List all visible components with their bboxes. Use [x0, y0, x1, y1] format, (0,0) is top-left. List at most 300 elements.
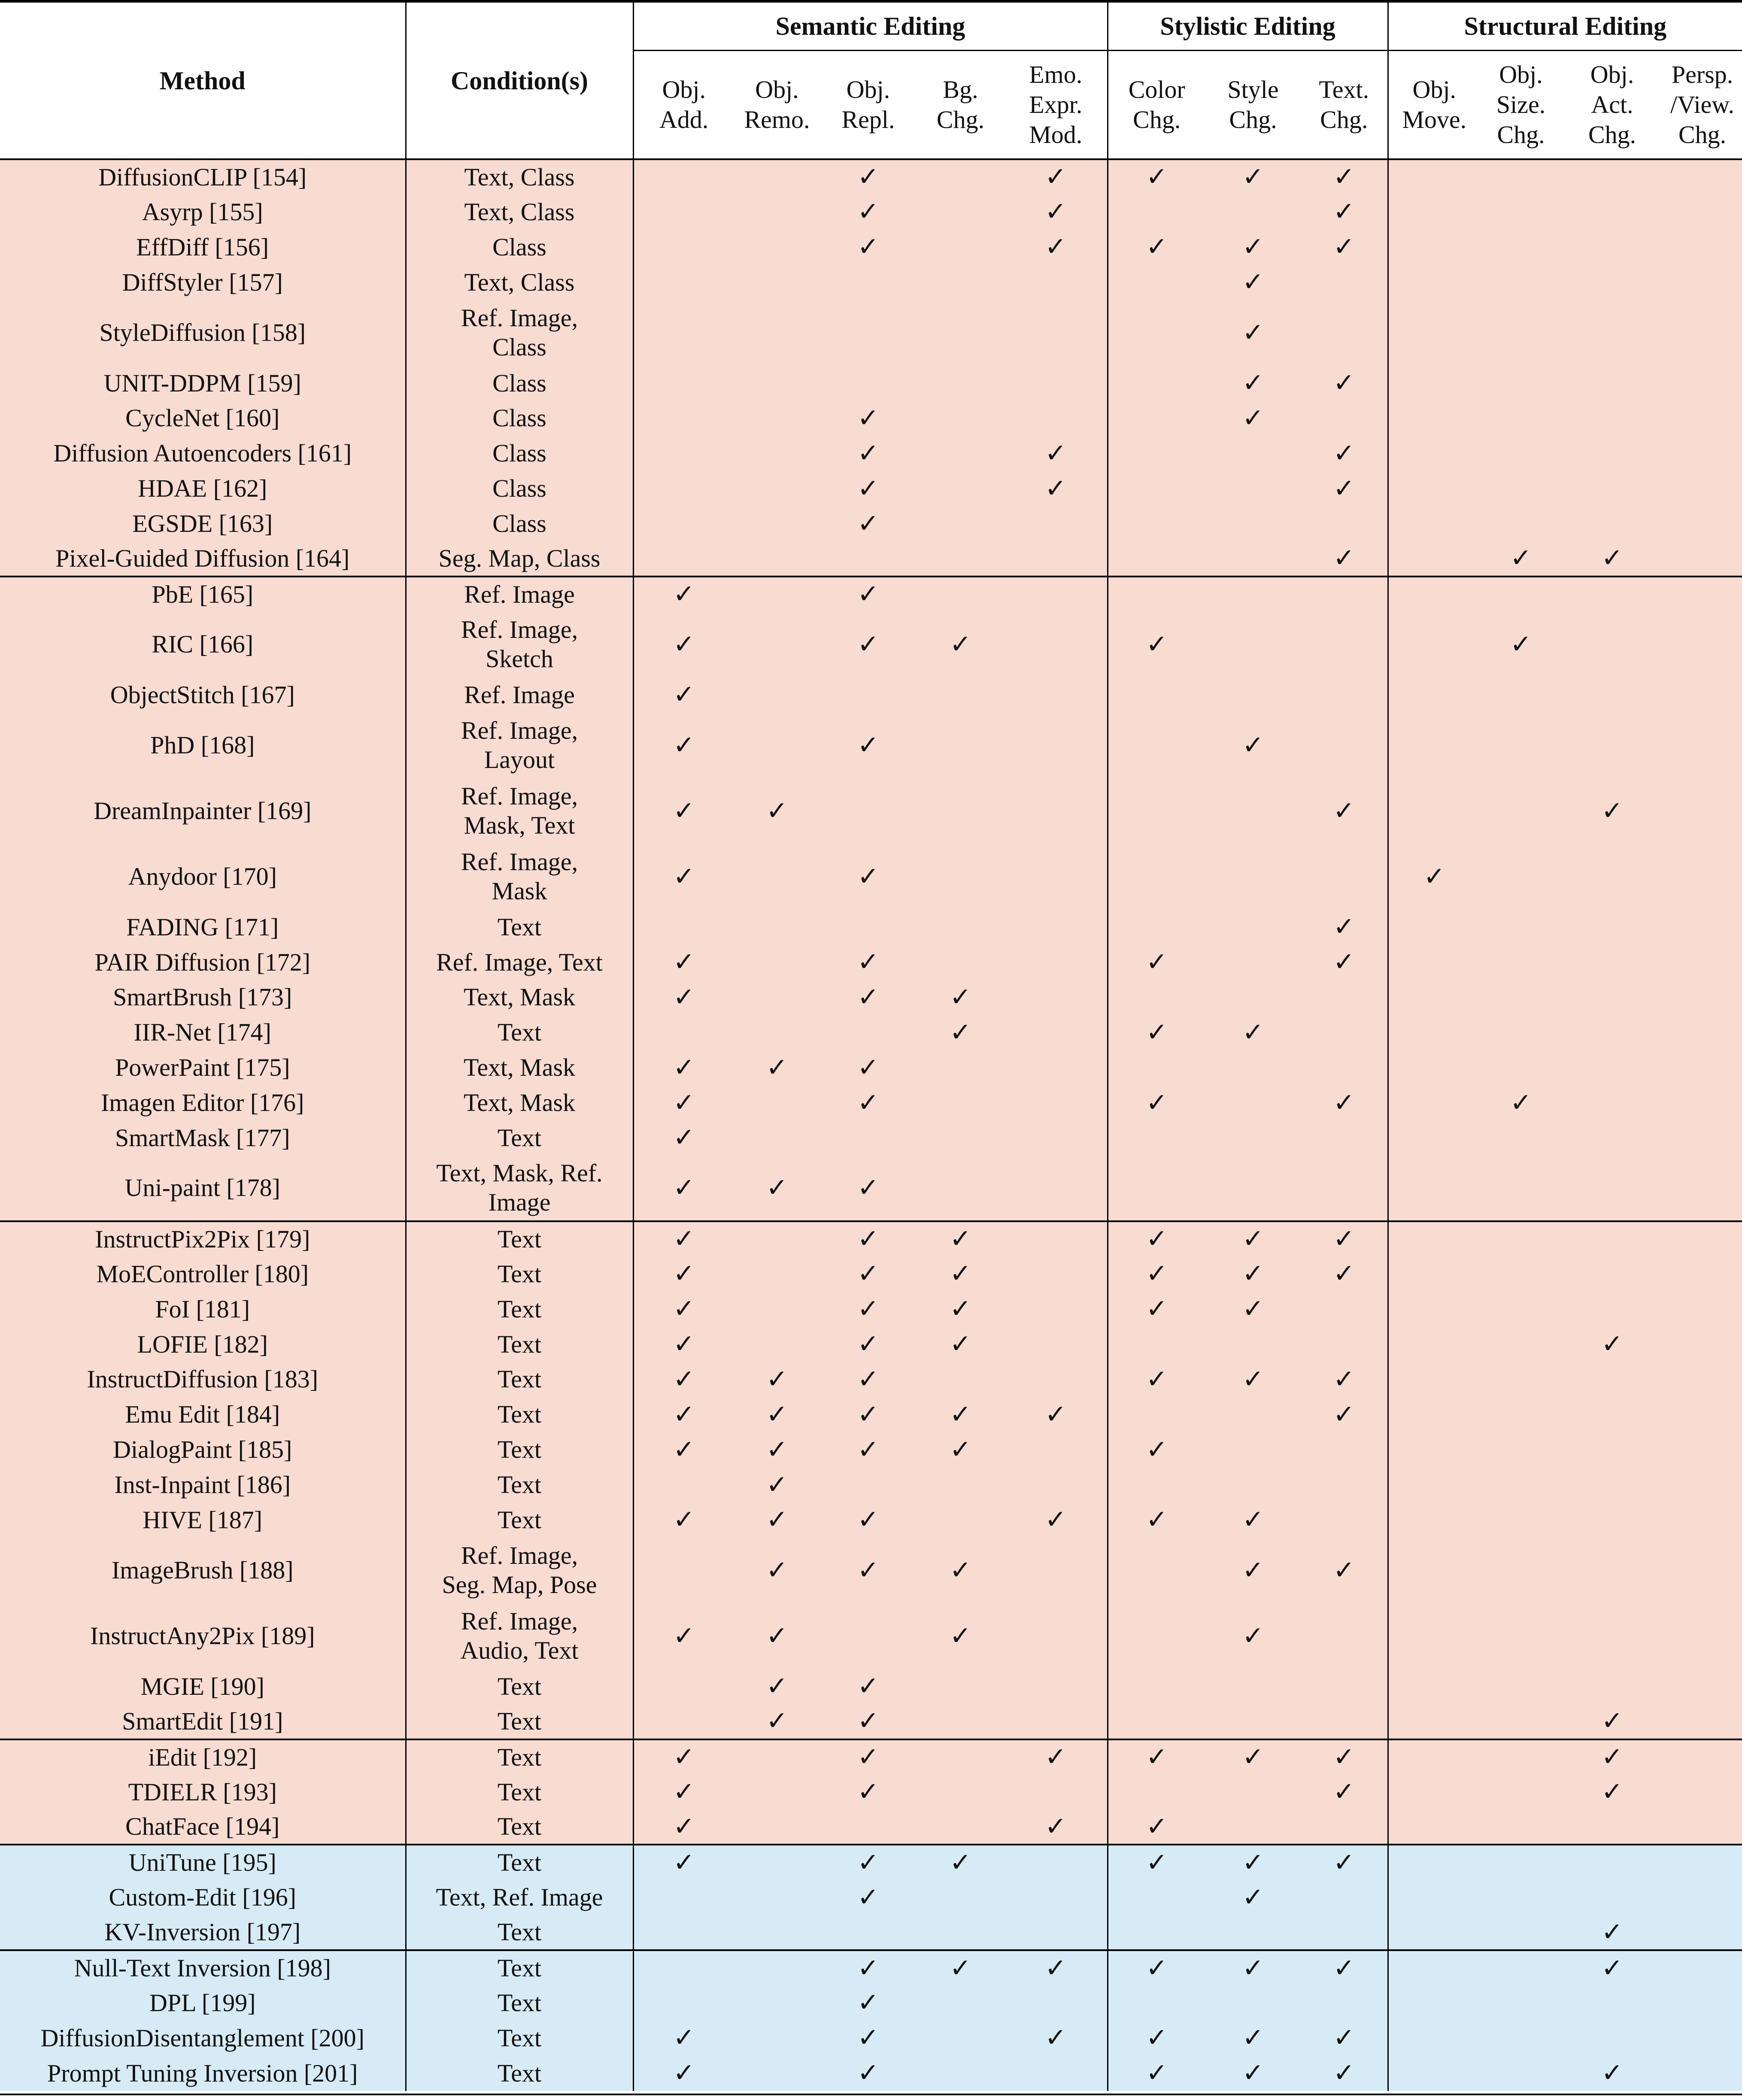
check-cell [1388, 230, 1480, 265]
checkmark-icon: ✓ [1146, 1017, 1168, 1047]
checkmark-icon: ✓ [857, 1706, 879, 1736]
condition-cell [406, 1669, 633, 1704]
checkmark-icon: ✓ [1333, 2023, 1355, 2053]
check-cell [1388, 844, 1480, 910]
check-cell [1663, 541, 1742, 577]
checkmark-icon: ✓ [1146, 2023, 1168, 2053]
condition-cell [406, 1950, 633, 1985]
method-cell: Emu Edit [184] [0, 1397, 406, 1432]
condition-cell [406, 1915, 633, 1950]
check-cell [1005, 1085, 1108, 1120]
check-cell [734, 159, 820, 194]
header-column-line: Persp. [1671, 61, 1733, 88]
check-cell [917, 980, 1005, 1015]
check-cell [1562, 1397, 1663, 1432]
check-cell [1005, 1362, 1108, 1397]
check-cell [1480, 1397, 1562, 1432]
checkmark-icon: ✓ [1601, 1742, 1623, 1772]
table-row [0, 1397, 1742, 1432]
check-cell [820, 1221, 917, 1256]
checkmark-icon: ✓ [1510, 1087, 1532, 1118]
checkmark-icon: ✓ [857, 1777, 879, 1807]
check-cell [1388, 2021, 1480, 2056]
checkmark-icon: ✓ [1242, 317, 1264, 348]
checkmark-icon: ✓ [857, 629, 879, 659]
method-cell: ImageBrush [188] [0, 1538, 406, 1603]
check-cell [1562, 778, 1663, 844]
method-cell: Prompt Tuning Inversion [201] [0, 2056, 406, 2091]
checkmark-icon: ✓ [857, 2058, 879, 2088]
check-cell [734, 1292, 820, 1327]
checkmark-icon: ✓ [673, 982, 695, 1012]
check-cell [1205, 1669, 1301, 1704]
check-cell [1663, 1256, 1742, 1292]
check-cell [820, 1467, 917, 1502]
condition-line: Text, Class [464, 268, 575, 296]
check-cell [1388, 471, 1480, 506]
check-cell [1005, 541, 1108, 577]
checkmark-icon: ✓ [857, 1555, 879, 1585]
table-row [0, 159, 1742, 194]
method-cell: UNIT-DDPM [159] [0, 366, 406, 401]
check-cell [820, 2056, 917, 2091]
check-cell [820, 1810, 917, 1845]
check-cell [734, 1739, 820, 1775]
condition-line: Seg. Map, Pose [442, 1571, 597, 1599]
check-cell [1388, 945, 1480, 980]
check-cell [1480, 1362, 1562, 1397]
check-cell [633, 1845, 734, 1880]
check-cell [1205, 778, 1301, 844]
table-row [0, 713, 1742, 778]
check-cell [1480, 1156, 1562, 1221]
method-cell: Asyrp [155] [0, 194, 406, 230]
table-row [0, 300, 1742, 366]
condition-cell [406, 1845, 633, 1880]
condition-line: Ref. Image [464, 580, 575, 608]
check-cell [1005, 778, 1108, 844]
check-cell [633, 1669, 734, 1704]
condition-cell [406, 713, 633, 778]
check-cell [1301, 1327, 1388, 1362]
check-cell [820, 436, 917, 471]
checkmark-icon: ✓ [1242, 1294, 1264, 1324]
checkmark-icon: ✓ [857, 1988, 879, 2018]
checkmark-icon: ✓ [673, 730, 695, 760]
check-cell [1480, 1221, 1562, 1256]
check-cell [1205, 2056, 1301, 2091]
check-cell [633, 1704, 734, 1739]
method-cell: FoI [181] [0, 1292, 406, 1327]
condition-cell [406, 541, 633, 577]
check-cell [633, 844, 734, 910]
method-cell: MGIE [190] [0, 1669, 406, 1704]
check-cell [1005, 612, 1108, 677]
condition-line: Ref. Image, [461, 848, 578, 876]
bottom-rule [0, 2094, 1742, 2095]
condition-cell [406, 1256, 633, 1292]
header-column-line: Text. [1319, 76, 1369, 103]
check-cell [1562, 471, 1663, 506]
check-cell [820, 2021, 917, 2056]
check-cell [1562, 265, 1663, 300]
check-cell [1108, 230, 1205, 265]
check-cell [1108, 1050, 1205, 1085]
check-cell [1301, 366, 1388, 401]
check-cell [1663, 844, 1742, 910]
check-cell [633, 230, 734, 265]
method-cell: StyleDiffusion [158] [0, 300, 406, 366]
check-cell [1205, 1050, 1301, 1085]
table-row [0, 471, 1742, 506]
check-cell [1205, 366, 1301, 401]
checkmark-icon: ✓ [857, 861, 879, 892]
check-cell [1205, 265, 1301, 300]
check-cell [1205, 1292, 1301, 1327]
checkmark-icon: ✓ [1045, 162, 1067, 192]
check-cell [633, 265, 734, 300]
checkmark-icon: ✓ [1146, 1742, 1168, 1772]
check-cell [1205, 471, 1301, 506]
check-cell [1301, 1985, 1388, 2021]
check-cell [633, 1538, 734, 1603]
check-cell [1562, 1432, 1663, 1467]
check-cell [1005, 1050, 1108, 1085]
table-row [0, 401, 1742, 436]
condition-line: Text [497, 1400, 542, 1429]
checkmark-icon: ✓ [1242, 1017, 1264, 1047]
check-cell [1301, 1292, 1388, 1327]
table-row [0, 230, 1742, 265]
header-column-line: Repl. [841, 106, 895, 134]
condition-line: Text [497, 913, 542, 941]
condition-cell [406, 778, 633, 844]
checkmark-icon: ✓ [1242, 2058, 1264, 2088]
method-cell: Imagen Editor [176] [0, 1085, 406, 1120]
check-cell [633, 1467, 734, 1502]
checkmark-icon: ✓ [857, 1364, 879, 1394]
check-cell [1108, 1432, 1205, 1467]
condition-line: Image [488, 1188, 551, 1217]
check-cell [917, 1120, 1005, 1156]
check-cell [820, 1015, 917, 1050]
method-cell: RIC [166] [0, 612, 406, 677]
check-cell [1301, 713, 1388, 778]
check-cell [1388, 1985, 1480, 2021]
check-cell [1388, 506, 1480, 541]
condition-cell [406, 1704, 633, 1739]
check-cell [633, 1120, 734, 1156]
check-cell [1388, 1810, 1480, 1845]
check-cell [1301, 1502, 1388, 1538]
check-cell [1205, 1880, 1301, 1915]
check-cell [1005, 230, 1108, 265]
method-cell: HDAE [162] [0, 471, 406, 506]
condition-cell [406, 677, 633, 713]
check-cell [1562, 300, 1663, 366]
check-cell [1005, 265, 1108, 300]
table-row [0, 980, 1742, 1015]
method-cell: DPL [199] [0, 1985, 406, 2021]
check-cell [1301, 471, 1388, 506]
header-column [1562, 51, 1663, 160]
check-cell [633, 1502, 734, 1538]
check-cell [1562, 1292, 1663, 1327]
check-cell [633, 436, 734, 471]
check-cell [1663, 945, 1742, 980]
header-column-line: Chg. [1588, 121, 1636, 149]
check-cell [633, 1775, 734, 1810]
check-cell [1005, 1538, 1108, 1603]
condition-cell [406, 1327, 633, 1362]
check-cell [734, 2056, 820, 2091]
check-cell [1205, 230, 1301, 265]
checkmark-icon: ✓ [950, 1434, 971, 1465]
condition-line: Text, Mask [463, 1089, 576, 1117]
checkmark-icon: ✓ [673, 680, 695, 710]
checkmark-icon: ✓ [1333, 232, 1355, 262]
check-cell [1301, 1704, 1388, 1739]
check-cell [1205, 844, 1301, 910]
check-cell [734, 1845, 820, 1880]
check-cell [1480, 980, 1562, 1015]
checkmark-icon: ✓ [1045, 438, 1067, 468]
check-cell [633, 910, 734, 945]
check-cell [1005, 980, 1108, 1015]
checkmark-icon: ✓ [950, 1329, 971, 1360]
check-cell [1388, 1704, 1480, 1739]
check-cell [917, 1327, 1005, 1362]
check-cell [820, 1880, 917, 1915]
check-cell [1663, 1362, 1742, 1397]
check-cell [1480, 1502, 1562, 1538]
check-cell [820, 471, 917, 506]
check-cell [1005, 1292, 1108, 1327]
checkmark-icon: ✓ [1242, 162, 1264, 192]
check-cell [917, 1739, 1005, 1775]
header-method: Method [0, 1, 406, 159]
check-cell [1108, 577, 1205, 612]
condition-cell [406, 1120, 633, 1156]
checkmark-icon: ✓ [1146, 1224, 1168, 1254]
check-cell [1480, 713, 1562, 778]
check-cell [1562, 1221, 1663, 1256]
checkmark-icon: ✓ [857, 508, 879, 539]
check-cell [1108, 1256, 1205, 1292]
check-cell [1301, 1739, 1388, 1775]
check-cell [1663, 300, 1742, 366]
check-cell [1562, 541, 1663, 577]
check-cell [734, 1538, 820, 1603]
method-cell: Inst-Inpaint [186] [0, 1467, 406, 1502]
check-cell [1480, 1050, 1562, 1085]
check-cell [1562, 230, 1663, 265]
check-cell [1005, 1669, 1108, 1704]
checkmark-icon: ✓ [1242, 1259, 1264, 1289]
table-row [0, 1704, 1742, 1739]
check-cell [1108, 1327, 1205, 1362]
check-cell [1388, 159, 1480, 194]
header-column [1388, 51, 1480, 160]
check-cell [1663, 910, 1742, 945]
condition-line: Ref. Image, Text [436, 948, 603, 976]
check-cell [820, 1327, 917, 1362]
check-cell [734, 230, 820, 265]
check-cell [1663, 1397, 1742, 1432]
check-cell [820, 1915, 917, 1950]
check-cell [1108, 1120, 1205, 1156]
check-cell [734, 1327, 820, 1362]
checkmark-icon: ✓ [673, 1811, 695, 1842]
check-cell [1005, 2056, 1108, 2091]
check-cell [1301, 194, 1388, 230]
check-cell [917, 300, 1005, 366]
checkmark-icon: ✓ [1146, 1259, 1168, 1289]
check-cell [1205, 1362, 1301, 1397]
check-cell [1562, 401, 1663, 436]
checkmark-icon: ✓ [950, 1399, 971, 1429]
check-cell [1388, 265, 1480, 300]
checkmark-icon: ✓ [1333, 1087, 1355, 1118]
check-cell [1663, 1432, 1742, 1467]
checkmark-icon: ✓ [766, 1706, 788, 1736]
check-cell [1562, 506, 1663, 541]
checkmark-icon: ✓ [673, 1399, 695, 1429]
check-cell [917, 1810, 1005, 1845]
check-cell [1301, 612, 1388, 677]
check-cell [734, 1880, 820, 1915]
condition-cell [406, 506, 633, 541]
check-cell [1005, 1845, 1108, 1880]
check-cell [1388, 980, 1480, 1015]
check-cell [1480, 1292, 1562, 1327]
checkmark-icon: ✓ [673, 1087, 695, 1118]
check-cell [1562, 1775, 1663, 1810]
check-cell [1205, 1538, 1301, 1603]
check-cell [1663, 677, 1742, 713]
check-cell [1205, 194, 1301, 230]
check-cell [1005, 300, 1108, 366]
condition-line: Text [497, 1365, 542, 1393]
check-cell [1005, 945, 1108, 980]
condition-line: Ref. Image, [461, 1607, 578, 1636]
check-cell [734, 1156, 820, 1221]
check-cell [1562, 612, 1663, 677]
check-cell [1663, 1775, 1742, 1810]
check-cell [917, 1156, 1005, 1221]
checkmark-icon: ✓ [1146, 1847, 1168, 1878]
table-row [0, 1985, 1742, 2021]
check-cell [1205, 1915, 1301, 1950]
check-cell [633, 1156, 734, 1221]
check-cell [1562, 844, 1663, 910]
check-cell [633, 1397, 734, 1432]
check-cell [1205, 945, 1301, 980]
check-cell [1301, 1467, 1388, 1502]
condition-line: Seg. Map, Class [438, 544, 601, 572]
condition-cell [406, 1015, 633, 1050]
checkmark-icon: ✓ [950, 1555, 971, 1585]
check-cell [1005, 1221, 1108, 1256]
check-cell [633, 677, 734, 713]
check-cell [917, 1845, 1005, 1880]
check-cell [1663, 1810, 1742, 1845]
check-cell [917, 1050, 1005, 1085]
method-cell: Uni-paint [178] [0, 1156, 406, 1221]
check-cell [1388, 1362, 1480, 1397]
condition-line: Ref. Image, [461, 782, 578, 810]
condition-cell [406, 436, 633, 471]
check-cell [917, 1915, 1005, 1950]
header-column [917, 51, 1005, 160]
check-cell [1388, 1915, 1480, 1950]
table-row [0, 506, 1742, 541]
header-column-line: Chg. [1320, 106, 1368, 134]
check-cell [1005, 1156, 1108, 1221]
check-cell [633, 1603, 734, 1669]
check-cell [1005, 677, 1108, 713]
checkmark-icon: ✓ [1146, 2058, 1168, 2088]
check-cell [1388, 577, 1480, 612]
table-row [0, 1120, 1742, 1156]
method-cell: MoEController [180] [0, 1256, 406, 1292]
method-cell: DiffusionDisentanglement [200] [0, 2021, 406, 2056]
method-cell: DiffusionCLIP [154] [0, 159, 406, 194]
check-cell [1005, 1015, 1108, 1050]
check-cell [1480, 506, 1562, 541]
check-cell [1388, 1669, 1480, 1704]
checkmark-icon: ✓ [857, 1224, 879, 1254]
check-cell [1562, 2021, 1663, 2056]
check-cell [1562, 436, 1663, 471]
check-cell [1005, 1775, 1108, 1810]
check-cell [1108, 541, 1205, 577]
condition-cell [406, 2021, 633, 2056]
check-cell [820, 1603, 917, 1669]
check-cell [1205, 506, 1301, 541]
check-cell [1205, 1502, 1301, 1538]
check-cell [1108, 1397, 1205, 1432]
check-cell [1108, 677, 1205, 713]
check-cell [1108, 1810, 1205, 1845]
check-cell [1388, 713, 1480, 778]
check-cell [917, 1256, 1005, 1292]
checkmark-icon: ✓ [1601, 1953, 1623, 1983]
header-column-line: Add. [659, 106, 709, 134]
check-cell [1388, 1775, 1480, 1810]
method-cell: Anydoor [170] [0, 844, 406, 910]
check-cell [1663, 436, 1742, 471]
checkmark-icon: ✓ [1601, 543, 1623, 574]
check-cell [633, 1810, 734, 1845]
condition-line: Class [492, 404, 546, 432]
check-cell [1388, 778, 1480, 844]
check-cell [1663, 1467, 1742, 1502]
check-cell [1663, 1985, 1742, 2021]
checkmark-icon: ✓ [1601, 1777, 1623, 1807]
check-cell [633, 1256, 734, 1292]
check-cell [1108, 1467, 1205, 1502]
check-cell [1301, 1845, 1388, 1880]
header-column-line: Mod. [1029, 121, 1083, 149]
check-cell [1562, 713, 1663, 778]
checkmark-icon: ✓ [766, 1621, 788, 1651]
header-column-line: Obj. [755, 76, 799, 103]
condition-cell [406, 1432, 633, 1467]
method-cell: HIVE [187] [0, 1502, 406, 1538]
condition-line: Text [497, 1672, 542, 1700]
checkmark-icon: ✓ [1242, 1505, 1264, 1535]
